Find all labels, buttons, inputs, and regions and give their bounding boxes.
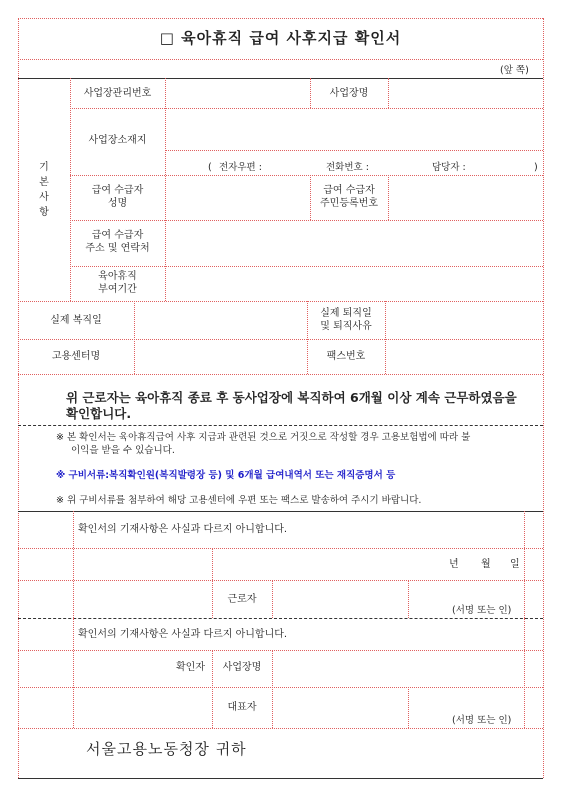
representative-label: 대표자 bbox=[227, 702, 257, 713]
page-bottom-rule bbox=[18, 778, 543, 779]
date-day-label: 일 bbox=[510, 559, 520, 570]
leave-period-label-1: 육아휴직 bbox=[98, 271, 137, 282]
workplace-address-label: 사업장소재지 bbox=[88, 135, 147, 146]
fax-label: 팩스번호 bbox=[326, 351, 366, 362]
employer-divider bbox=[18, 618, 543, 619]
statement-line-2: 확인합니다. bbox=[66, 406, 132, 421]
phone-label: 전화번호 : bbox=[326, 162, 369, 173]
workplace-mgmt-no-field[interactable] bbox=[166, 80, 309, 107]
worker-row-line-1 bbox=[18, 548, 543, 549]
row-line-1 bbox=[70, 108, 543, 109]
actual-resign-label-1: 실제 퇴직일 bbox=[320, 308, 372, 319]
row-line-5 bbox=[18, 301, 543, 302]
actual-resign-field[interactable] bbox=[386, 303, 542, 338]
title-divider bbox=[18, 59, 543, 60]
worker-left-inner-border bbox=[73, 511, 74, 618]
employer-signature-label: (서명 또는 인) bbox=[452, 715, 512, 726]
row-line-4 bbox=[70, 266, 543, 267]
note-2-required-docs: ※ 구비서류:복직확인원(복직발령장 등) 및 6개월 급여내역서 또는 재직증명서 등 bbox=[56, 470, 396, 481]
addressee: 서울고용노동청장 귀하 bbox=[86, 740, 247, 758]
notes-bottom-rule bbox=[18, 511, 543, 512]
recipient-address-field[interactable] bbox=[166, 222, 542, 265]
notes-divider bbox=[18, 425, 543, 426]
statement-line-1: 위 근로자는 육아휴직 종료 후 동사업장에 복직하여 6개월 이상 계속 근무하였음을 bbox=[66, 390, 517, 405]
center-name-label: 고용센터명 bbox=[51, 351, 101, 362]
actual-resign-label-2: 및 퇴직사유 bbox=[320, 321, 372, 332]
recipient-address-label-1: 급여 수급자 bbox=[91, 230, 144, 241]
section-label-basic: 기본사항 bbox=[39, 162, 49, 218]
leave-period-label-2: 부여기간 bbox=[98, 284, 137, 295]
left-border bbox=[18, 18, 19, 778]
email-label: 전자우편 : bbox=[219, 162, 262, 173]
fax-field[interactable] bbox=[386, 341, 542, 373]
date-month-label: 월 bbox=[481, 559, 491, 570]
recipient-name-label-1: 급여 수급자 bbox=[91, 185, 144, 196]
table-top-rule bbox=[18, 78, 543, 79]
workplace-name-field[interactable] bbox=[389, 80, 542, 107]
worker-col-divider-1 bbox=[212, 548, 213, 618]
recipient-id-field[interactable] bbox=[389, 177, 542, 219]
page-side-label: (앞 쪽) bbox=[500, 65, 529, 76]
employer-bottom-line bbox=[18, 728, 543, 729]
employer-row-line-2 bbox=[18, 687, 543, 688]
recipient-name-label-2: 성명 bbox=[107, 198, 128, 209]
center-name-field[interactable] bbox=[135, 341, 306, 373]
worker-confirm-statement: 확인서의 기재사항은 사실과 다르지 아니합니다. bbox=[78, 524, 288, 535]
employer-workplace-label: 사업장명 bbox=[222, 662, 262, 673]
recipient-address-label-2: 주소 및 연락처 bbox=[85, 243, 150, 254]
worker-right-inner-border bbox=[524, 511, 525, 618]
employer-confirm-statement: 확인서의 기재사항은 사실과 다르지 아니합니다. bbox=[78, 629, 288, 640]
workplace-mgmt-no-label: 사업장관리번호 bbox=[83, 88, 152, 99]
note-1-line-2: 이익을 받을 수 있습니다. bbox=[71, 445, 175, 456]
note-3-submission: ※ 위 구비서류를 첨부하여 해당 고용센터에 우편 또는 팩스로 발송하여 주시기 바랍니다. bbox=[56, 495, 422, 506]
leave-period-field[interactable] bbox=[166, 268, 542, 300]
return-row-line bbox=[18, 339, 543, 340]
representative-name-field[interactable] bbox=[273, 689, 407, 727]
note-1-line-1: ※ 본 확인서는 육아휴직급여 사후 지급과 관련된 것으로 거짓으로 작성할 경우 고용보험법에 따라 불 bbox=[56, 432, 471, 443]
actual-return-date-label: 실제 복직일 bbox=[50, 315, 102, 326]
employer-row-line-1 bbox=[18, 650, 543, 651]
worker-signature-label: (서명 또는 인) bbox=[452, 605, 512, 616]
employer-right-inner-border bbox=[524, 618, 525, 728]
employer-workplace-field[interactable] bbox=[273, 652, 523, 686]
worker-col-divider-3 bbox=[408, 580, 409, 618]
date-year-label: 년 bbox=[449, 559, 459, 570]
row-line-2 bbox=[70, 175, 543, 176]
recipient-id-label-1: 급여 수급자 bbox=[323, 185, 375, 196]
right-border bbox=[543, 18, 544, 778]
row-line-3 bbox=[70, 220, 543, 221]
employer-left-inner-border bbox=[73, 618, 74, 728]
workplace-address-field[interactable] bbox=[166, 110, 542, 149]
actual-return-date-field[interactable] bbox=[135, 303, 306, 338]
contact-close-paren: ) bbox=[534, 162, 538, 173]
recipient-id-label-2: 주민등록번호 bbox=[320, 198, 378, 209]
manager-label: 담당자 : bbox=[432, 162, 466, 173]
worker-row-line-2 bbox=[18, 580, 543, 581]
return-bottom-line bbox=[18, 374, 543, 375]
workplace-name-label: 사업장명 bbox=[329, 88, 369, 99]
recipient-name-field[interactable] bbox=[166, 177, 309, 219]
top-border bbox=[18, 18, 543, 19]
address-sub-line bbox=[165, 150, 543, 151]
contact-open-paren: ( bbox=[208, 162, 212, 173]
confirmer-label: 확인자 bbox=[176, 662, 205, 673]
employer-col-divider-3 bbox=[408, 687, 409, 728]
worker-name-field[interactable] bbox=[273, 582, 407, 616]
page-title: □ 육아휴직 급여 사후지급 확인서 bbox=[159, 29, 402, 47]
worker-label: 근로자 bbox=[227, 594, 257, 605]
